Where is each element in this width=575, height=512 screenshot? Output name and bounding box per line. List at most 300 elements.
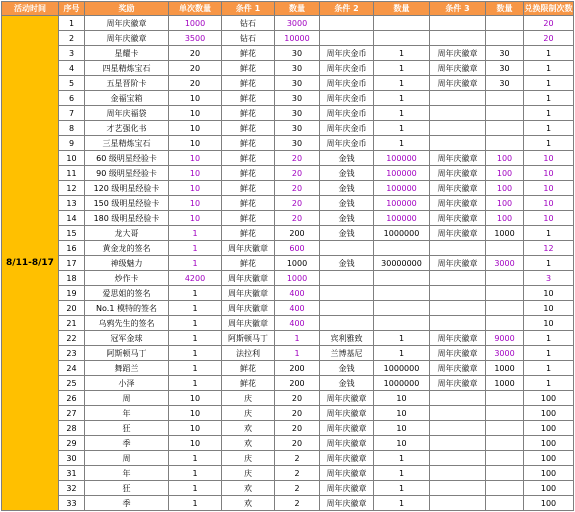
condition-1: 鲜花 <box>222 121 275 136</box>
exchange-limit: 1 <box>524 91 574 106</box>
exchange-limit: 3 <box>524 271 574 286</box>
reward-name: 阿斯顿马丁 <box>85 346 169 361</box>
condition-2: 周年庆徽章 <box>320 481 374 496</box>
unit-quantity: 10 <box>169 211 222 226</box>
condition-3: 周年庆徽章 <box>430 166 486 181</box>
condition-1: 庆 <box>222 406 275 421</box>
quantity-3 <box>486 31 524 46</box>
reward-name: 周年庆福袋 <box>85 106 169 121</box>
column-header: 数量 <box>486 2 524 16</box>
condition-3: 周年庆徽章 <box>430 211 486 226</box>
quantity-3 <box>486 136 524 151</box>
reward-name: 周 <box>85 391 169 406</box>
unit-quantity: 1 <box>169 481 222 496</box>
condition-3 <box>430 421 486 436</box>
row-number: 32 <box>59 481 85 496</box>
quantity-1: 30 <box>275 61 320 76</box>
unit-quantity: 10 <box>169 436 222 451</box>
unit-quantity: 10 <box>169 136 222 151</box>
table-row <box>2 61 574 76</box>
exchange-limit: 100 <box>524 466 574 481</box>
table-row <box>2 16 574 31</box>
quantity-3 <box>486 121 524 136</box>
condition-1: 欢 <box>222 481 275 496</box>
reward-name: 舞蹈兰 <box>85 361 169 376</box>
row-number: 9 <box>59 136 85 151</box>
quantity-1: 20 <box>275 391 320 406</box>
row-number: 14 <box>59 211 85 226</box>
reward-name: 狂 <box>85 421 169 436</box>
condition-1: 鲜花 <box>222 76 275 91</box>
quantity-1: 400 <box>275 316 320 331</box>
row-number: 20 <box>59 301 85 316</box>
condition-2: 金钱 <box>320 256 374 271</box>
quantity-1: 2 <box>275 481 320 496</box>
quantity-3 <box>486 436 524 451</box>
condition-3 <box>430 271 486 286</box>
reward-name: 季 <box>85 496 169 511</box>
condition-2 <box>320 241 374 256</box>
quantity-1: 20 <box>275 196 320 211</box>
condition-2 <box>320 301 374 316</box>
table-row <box>2 451 574 466</box>
exchange-limit: 1 <box>524 76 574 91</box>
row-number: 25 <box>59 376 85 391</box>
quantity-3 <box>486 286 524 301</box>
condition-2: 周年庆徽章 <box>320 466 374 481</box>
reward-name: 180 级明星经验卡 <box>85 211 169 226</box>
column-header: 活动时间 <box>2 2 59 16</box>
condition-3 <box>430 391 486 406</box>
condition-3: 周年庆徽章 <box>430 361 486 376</box>
reward-name: 才艺强化书 <box>85 121 169 136</box>
row-number: 4 <box>59 61 85 76</box>
condition-1: 鲜花 <box>222 256 275 271</box>
condition-2: 金钱 <box>320 376 374 391</box>
condition-3 <box>430 106 486 121</box>
quantity-1: 1000 <box>275 256 320 271</box>
quantity-2: 1000000 <box>374 361 430 376</box>
quantity-2: 1 <box>374 496 430 511</box>
condition-2: 周年庆金币 <box>320 46 374 61</box>
quantity-3: 1000 <box>486 361 524 376</box>
row-number: 18 <box>59 271 85 286</box>
unit-quantity: 10 <box>169 106 222 121</box>
condition-2: 金钱 <box>320 181 374 196</box>
condition-3: 周年庆徽章 <box>430 346 486 361</box>
quantity-3: 1000 <box>486 376 524 391</box>
condition-3: 周年庆徽章 <box>430 76 486 91</box>
quantity-1: 200 <box>275 361 320 376</box>
condition-1: 钻石 <box>222 31 275 46</box>
reward-name: 150 级明星经验卡 <box>85 196 169 211</box>
row-number: 17 <box>59 256 85 271</box>
condition-2: 金钱 <box>320 226 374 241</box>
unit-quantity: 10 <box>169 91 222 106</box>
condition-2 <box>320 31 374 46</box>
column-header: 条件 1 <box>222 2 275 16</box>
quantity-1: 30 <box>275 76 320 91</box>
row-number: 28 <box>59 421 85 436</box>
exchange-limit: 10 <box>524 301 574 316</box>
unit-quantity: 10 <box>169 391 222 406</box>
exchange-limit: 1 <box>524 376 574 391</box>
quantity-1: 2 <box>275 466 320 481</box>
quantity-3 <box>486 241 524 256</box>
quantity-2: 1 <box>374 91 430 106</box>
column-header: 单次数量 <box>169 2 222 16</box>
quantity-2 <box>374 31 430 46</box>
row-number: 31 <box>59 466 85 481</box>
condition-3: 周年庆徽章 <box>430 61 486 76</box>
condition-2: 金钱 <box>320 361 374 376</box>
condition-2: 金钱 <box>320 196 374 211</box>
quantity-3: 3000 <box>486 256 524 271</box>
quantity-1: 2 <box>275 451 320 466</box>
row-number: 2 <box>59 31 85 46</box>
table-row <box>2 136 574 151</box>
row-number: 19 <box>59 286 85 301</box>
condition-1: 欢 <box>222 436 275 451</box>
quantity-3 <box>486 91 524 106</box>
condition-2: 周年庆徽章 <box>320 406 374 421</box>
condition-1: 鲜花 <box>222 91 275 106</box>
quantity-3 <box>486 481 524 496</box>
condition-3: 周年庆徽章 <box>430 151 486 166</box>
exchange-limit: 100 <box>524 496 574 511</box>
quantity-3: 100 <box>486 181 524 196</box>
condition-1: 周年庆徽章 <box>222 301 275 316</box>
exchange-limit: 12 <box>524 241 574 256</box>
condition-1: 鲜花 <box>222 361 275 376</box>
quantity-3 <box>486 271 524 286</box>
reward-name: 黄金龙的签名 <box>85 241 169 256</box>
quantity-2: 100000 <box>374 151 430 166</box>
reward-name: 周年庆徽章 <box>85 31 169 46</box>
exchange-limit: 100 <box>524 406 574 421</box>
condition-1: 周年庆徽章 <box>222 286 275 301</box>
table-row <box>2 241 574 256</box>
reward-name: 炒作卡 <box>85 271 169 286</box>
unit-quantity: 1 <box>169 331 222 346</box>
header-row <box>2 2 574 16</box>
condition-2: 周年庆金币 <box>320 106 374 121</box>
quantity-1: 30 <box>275 106 320 121</box>
unit-quantity: 20 <box>169 76 222 91</box>
unit-quantity: 1 <box>169 286 222 301</box>
reward-name: 季 <box>85 436 169 451</box>
condition-2 <box>320 271 374 286</box>
condition-2 <box>320 286 374 301</box>
reward-name: No.1 模特的签名 <box>85 301 169 316</box>
quantity-2: 1 <box>374 451 430 466</box>
table-row <box>2 151 574 166</box>
condition-2: 金钱 <box>320 211 374 226</box>
condition-1: 庆 <box>222 391 275 406</box>
quantity-2: 1 <box>374 106 430 121</box>
reward-name: 星耀卡 <box>85 46 169 61</box>
condition-2: 兰博基尼 <box>320 346 374 361</box>
condition-2: 金钱 <box>320 151 374 166</box>
exchange-limit: 100 <box>524 451 574 466</box>
reward-name: 冠军金球 <box>85 331 169 346</box>
quantity-2: 10 <box>374 391 430 406</box>
condition-2: 周年庆徽章 <box>320 391 374 406</box>
exchange-limit: 1 <box>524 46 574 61</box>
condition-3: 周年庆徽章 <box>430 196 486 211</box>
exchange-limit: 10 <box>524 151 574 166</box>
condition-3: 周年庆徽章 <box>430 376 486 391</box>
table-row <box>2 376 574 391</box>
quantity-2 <box>374 271 430 286</box>
condition-1: 鲜花 <box>222 376 275 391</box>
unit-quantity: 1 <box>169 226 222 241</box>
quantity-1: 200 <box>275 376 320 391</box>
condition-1: 鲜花 <box>222 211 275 226</box>
unit-quantity: 20 <box>169 46 222 61</box>
quantity-2 <box>374 301 430 316</box>
row-number: 8 <box>59 121 85 136</box>
table-row <box>2 31 574 46</box>
table-row <box>2 121 574 136</box>
quantity-1: 20 <box>275 151 320 166</box>
quantity-3: 30 <box>486 46 524 61</box>
condition-3 <box>430 406 486 421</box>
reward-name: 年 <box>85 466 169 481</box>
condition-3 <box>430 16 486 31</box>
condition-1: 鲜花 <box>222 226 275 241</box>
table-row <box>2 286 574 301</box>
table-row <box>2 466 574 481</box>
quantity-1: 30 <box>275 121 320 136</box>
condition-3 <box>430 451 486 466</box>
reward-name: 90 级明星经验卡 <box>85 166 169 181</box>
unit-quantity: 20 <box>169 61 222 76</box>
exchange-limit: 100 <box>524 391 574 406</box>
exchange-limit: 1 <box>524 226 574 241</box>
quantity-3 <box>486 496 524 511</box>
unit-quantity: 1 <box>169 496 222 511</box>
condition-2: 周年庆徽章 <box>320 451 374 466</box>
condition-3 <box>430 481 486 496</box>
row-number: 23 <box>59 346 85 361</box>
condition-2: 周年庆金币 <box>320 91 374 106</box>
exchange-limit: 20 <box>524 31 574 46</box>
unit-quantity: 10 <box>169 181 222 196</box>
quantity-2: 1 <box>374 136 430 151</box>
condition-1: 钻石 <box>222 16 275 31</box>
quantity-1: 400 <box>275 301 320 316</box>
table-row <box>2 301 574 316</box>
condition-3: 周年庆徽章 <box>430 226 486 241</box>
quantity-1: 20 <box>275 406 320 421</box>
row-number: 12 <box>59 181 85 196</box>
condition-1: 鲜花 <box>222 46 275 61</box>
row-number: 27 <box>59 406 85 421</box>
table-row <box>2 421 574 436</box>
row-number: 15 <box>59 226 85 241</box>
row-number: 21 <box>59 316 85 331</box>
row-number: 30 <box>59 451 85 466</box>
condition-3 <box>430 316 486 331</box>
column-header: 条件 3 <box>430 2 486 16</box>
condition-1: 鲜花 <box>222 181 275 196</box>
table-row <box>2 331 574 346</box>
unit-quantity: 10 <box>169 196 222 211</box>
table-row <box>2 166 574 181</box>
condition-1: 庆 <box>222 466 275 481</box>
quantity-3 <box>486 106 524 121</box>
row-number: 11 <box>59 166 85 181</box>
unit-quantity: 10 <box>169 406 222 421</box>
quantity-1: 400 <box>275 286 320 301</box>
exchange-limit: 10 <box>524 211 574 226</box>
column-header: 序号 <box>59 2 85 16</box>
unit-quantity: 1 <box>169 241 222 256</box>
condition-1: 鲜花 <box>222 61 275 76</box>
quantity-2: 1 <box>374 481 430 496</box>
column-header: 数量 <box>275 2 320 16</box>
quantity-3: 1000 <box>486 226 524 241</box>
row-number: 22 <box>59 331 85 346</box>
quantity-1: 200 <box>275 226 320 241</box>
exchange-limit: 1 <box>524 121 574 136</box>
quantity-3 <box>486 301 524 316</box>
unit-quantity: 1 <box>169 316 222 331</box>
column-header: 数量 <box>374 2 430 16</box>
reward-name: 120 级明星经验卡 <box>85 181 169 196</box>
quantity-2: 1 <box>374 331 430 346</box>
quantity-1: 3000 <box>275 16 320 31</box>
quantity-2: 10 <box>374 406 430 421</box>
unit-quantity: 10 <box>169 421 222 436</box>
reward-name: 周 <box>85 451 169 466</box>
table-row <box>2 91 574 106</box>
row-number: 16 <box>59 241 85 256</box>
exchange-limit: 1 <box>524 346 574 361</box>
unit-quantity: 10 <box>169 166 222 181</box>
condition-3 <box>430 436 486 451</box>
table-row <box>2 391 574 406</box>
quantity-1: 20 <box>275 436 320 451</box>
quantity-1: 10000 <box>275 31 320 46</box>
quantity-1: 1 <box>275 346 320 361</box>
reward-name: 金福宝箱 <box>85 91 169 106</box>
condition-1: 法拉利 <box>222 346 275 361</box>
condition-1: 鲜花 <box>222 106 275 121</box>
reward-name: 龙大哥 <box>85 226 169 241</box>
condition-3 <box>430 466 486 481</box>
quantity-2: 1 <box>374 76 430 91</box>
reward-name: 五星晋阶卡 <box>85 76 169 91</box>
row-number: 26 <box>59 391 85 406</box>
exchange-limit: 20 <box>524 16 574 31</box>
exchange-limit: 100 <box>524 481 574 496</box>
unit-quantity: 1 <box>169 376 222 391</box>
table-row <box>2 211 574 226</box>
unit-quantity: 1 <box>169 451 222 466</box>
table-row <box>2 106 574 121</box>
quantity-1: 30 <box>275 91 320 106</box>
exchange-limit: 10 <box>524 181 574 196</box>
condition-3 <box>430 241 486 256</box>
condition-3: 周年庆徽章 <box>430 256 486 271</box>
table-row <box>2 361 574 376</box>
quantity-2: 100000 <box>374 181 430 196</box>
unit-quantity: 1 <box>169 466 222 481</box>
unit-quantity: 3500 <box>169 31 222 46</box>
table-row <box>2 496 574 511</box>
quantity-2: 1 <box>374 46 430 61</box>
quantity-2: 100000 <box>374 211 430 226</box>
exchange-limit: 10 <box>524 166 574 181</box>
condition-3 <box>430 301 486 316</box>
unit-quantity: 1 <box>169 256 222 271</box>
quantity-2: 30000000 <box>374 256 430 271</box>
table-row <box>2 316 574 331</box>
row-number: 1 <box>59 16 85 31</box>
condition-2: 周年庆徽章 <box>320 421 374 436</box>
row-number: 6 <box>59 91 85 106</box>
unit-quantity: 1000 <box>169 16 222 31</box>
condition-3 <box>430 496 486 511</box>
quantity-2: 100000 <box>374 196 430 211</box>
column-header: 兑换限制次数 <box>524 2 574 16</box>
condition-3 <box>430 91 486 106</box>
quantity-3: 100 <box>486 211 524 226</box>
condition-1: 鲜花 <box>222 166 275 181</box>
condition-1: 阿斯顿马丁 <box>222 331 275 346</box>
quantity-1: 20 <box>275 166 320 181</box>
condition-2: 周年庆徽章 <box>320 496 374 511</box>
condition-2: 金钱 <box>320 166 374 181</box>
unit-quantity: 1 <box>169 346 222 361</box>
table-row <box>2 436 574 451</box>
table-row <box>2 181 574 196</box>
table-row <box>2 46 574 61</box>
condition-2: 周年庆徽章 <box>320 436 374 451</box>
row-number: 13 <box>59 196 85 211</box>
exchange-limit: 1 <box>524 106 574 121</box>
quantity-1: 20 <box>275 181 320 196</box>
quantity-3: 100 <box>486 166 524 181</box>
quantity-1: 2 <box>275 496 320 511</box>
exchange-limit: 1 <box>524 331 574 346</box>
quantity-3: 9000 <box>486 331 524 346</box>
condition-3 <box>430 286 486 301</box>
row-number: 24 <box>59 361 85 376</box>
condition-2: 周年庆金币 <box>320 61 374 76</box>
condition-3 <box>430 136 486 151</box>
exchange-limit: 1 <box>524 136 574 151</box>
reward-name: 三星精炼宝石 <box>85 136 169 151</box>
quantity-1: 1 <box>275 331 320 346</box>
quantity-2: 1 <box>374 346 430 361</box>
quantity-3: 30 <box>486 61 524 76</box>
condition-2 <box>320 16 374 31</box>
column-header: 奖励 <box>85 2 169 16</box>
condition-1: 鲜花 <box>222 151 275 166</box>
exchange-table <box>1 1 574 511</box>
condition-1: 周年庆徽章 <box>222 271 275 286</box>
exchange-limit: 10 <box>524 286 574 301</box>
quantity-2: 1000000 <box>374 376 430 391</box>
quantity-2 <box>374 16 430 31</box>
reward-name: 小泽 <box>85 376 169 391</box>
condition-1: 庆 <box>222 451 275 466</box>
activity-period: 8/11-8/17 <box>2 16 59 511</box>
reward-name: 60 级明星经验卡 <box>85 151 169 166</box>
